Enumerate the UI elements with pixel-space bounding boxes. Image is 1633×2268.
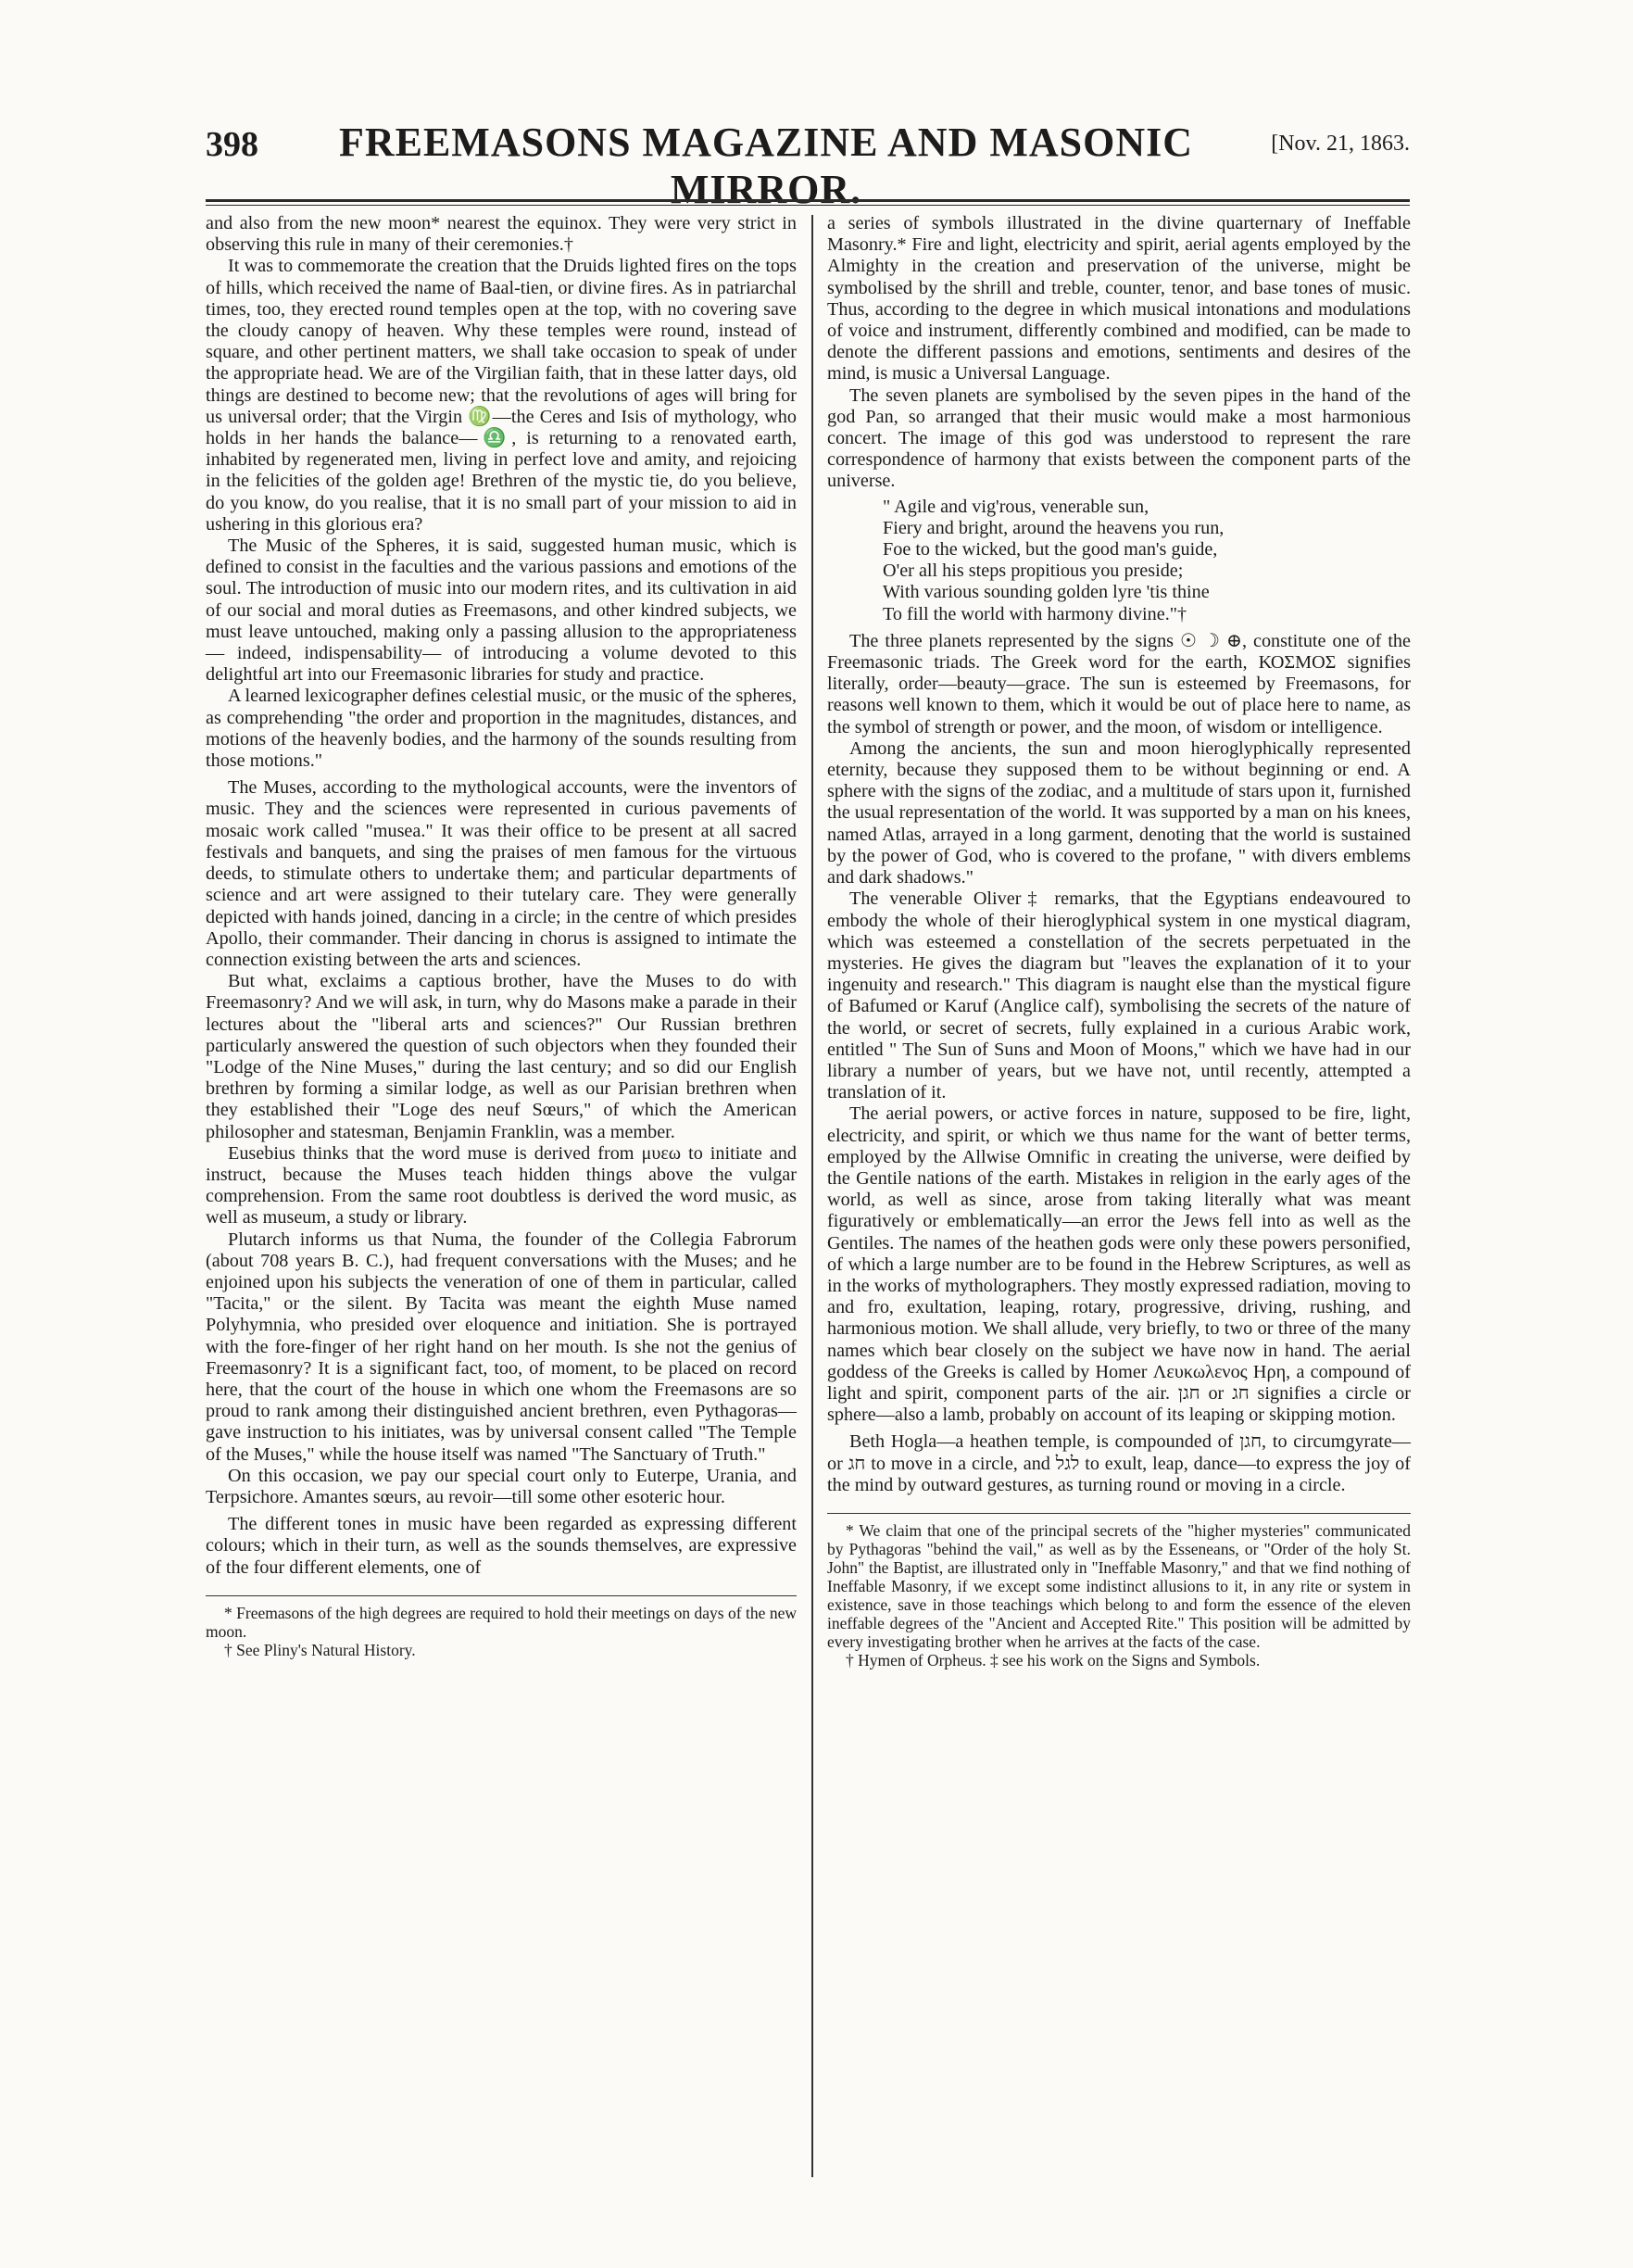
footnote: * We claim that one of the principal secrets of the "higher mysteries" communicated by Pythagoras "behind the vail," as well as by the Esseneans, or "Order of the holy St. John" the Baptist, are illustrated only in "Ineffable Masonry," and that we find nothing of Ineffable Masonry, if we except some indistinct allusions to it, in any rite or system in existence, save in those teachings which belong to and form the essence of the eleven ineffable degrees of the "Ancient and Accepted Rite." This position will be admitted by every investigating brother when he arrives at the facts of the case.	[827, 1520, 1411, 1651]
column-divider	[811, 215, 813, 2177]
paragraph: Plutarch informs us that Numa, the founder of the Collegia Fabrorum (about 708 years B. C.), had frequent conversations with the Muses; and he enjoined upon his subjects the veneration of one of them in particular, called "Tacita," or the silent. By Tacita was meant the eighth Muse named Polyhymnia, who presided over eloquence and initiation. She is portrayed with the fore-finger of her right hand on her mouth. Is she not the genius of Freemasonry? It is a significant fact, too, of moment, to be placed on record here, that the court of the house in which one whom the Freemasons are so proud to rank among their distinguished ancient brethren, even Pythagoras—gave instruction to his initiates, was by universal consent called "The Temple of the Muses," while the house itself was named "The Sanctuary of Truth."	[206, 1228, 797, 1465]
paragraph: A learned lexicographer defines celestial music, or the music of the spheres, as comprehending "the order and proportion in the magnitudes, distances, and motions of the heavenly bodies, and the harmony of the sounds resulting from those motions."	[206, 686, 797, 772]
paragraph: The Music of the Spheres, it is said, suggested human music, which is defined to consist in the faculties and the various passions and emotions of the soul. The introduction of music into our modern rites, and its cultivation in aid of our social and moral duties as Freemasons, and other kindred subjects, we must leave untouched, making only a passing allusion to the appropriateness — indeed, indispensability— of introducing a volume devoted to this delightful art into our Freemasonic libraries for study and practice.	[206, 536, 797, 686]
paragraph: On this occasion, we pay our special court only to Euterpe, Urania, and Terpsichore. Amantes sœurs, au revoir—till some other esoteric hour.	[206, 1465, 797, 1507]
paragraph: The aerial powers, or active forces in nature, supposed to be fire, light, electricity, and spirit, or which we thus name for the want of better terms, employed by the Allwise Omnific in creating the universe, were deified by the Gentile nations of the earth. Mistakes in religion in the early ages of the world, as well as since, arose from taking literally what was meant figuratively or emblematically—an error the Jews fell into as well as the Gentiles. The names of the heathen gods were only these powers personified, of which a large number are to be found in the Hebrew Scriptures, as well as in the works of mytholographers. They mostly expressed radiation, moving to and fro, exultation, leaping, rotary, progressive, driving, rushing, and harmonious motion. We shall allude, very briefly, to two or three of the many names which bear closely on the subject we have now in hand. The aerial goddess of the Greeks is called by Homer Λευκωλενος Ηρη, a compound of light and spirit, component parts of the air. חגן or חג signifies a circle or sphere—also a lamb, probably on account of its leaping or skipping motion.	[827, 1103, 1411, 1426]
verse-line: With various sounding golden lyre 'tis thine	[883, 582, 1210, 603]
paragraph: and also from the new moon* nearest the equinox. They were very strict in observing this rule in many of their ceremonies.†	[206, 213, 797, 256]
paragraph: The Muses, according to the mythological accounts, were the inventors of music. They and the sciences were represented in curious pavements of mosaic work called "musea." It was their office to be present at all sacred festivals and banquets, and sing the praises of men famous for the virtuous deeds, to stimulate others to undertake them; and particular departments of science and art were assigned to their tutelary care. They were generally depicted with hands joined, dancing in a circle; in the centre of which presides Apollo, their commander. Their dancing in chorus is assigned to intimate the connection existing between the arts and sciences.	[206, 777, 797, 970]
paragraph: The seven planets are symbolised by the seven pipes in the hand of the god Pan, so arranged that their music would make a most harmonious concert. The image of this god was understood to represent the rare correspondence of harmony that exists between the component parts of the universe.	[827, 384, 1411, 492]
verse-line: To fill the world with harmony divine."†	[883, 603, 1187, 624]
paragraph: It was to commemorate the creation that the Druids lighted fires on the tops of hills, which received the name of Baal-tien, or divine fires. As in patriarchal times, too, they erected round temples open at the top, with no covering save the cloudy canopy of heaven. Why these temples were round, instead of square, and other pertinent matters, we shall take occasion to speak of under the appropriate head. We are of the Virgilian faith, that in these latter days, old things are destined to become new; that the revolutions of ages will bring for us universal order; that the Virgin ♍—the Ceres and Isis of mythology, who holds in her hands the balance—♎, is returning to a renovated earth, inhabited by regenerated men, living in perfect love and amity, and rejoicing in the felicities of the golden age! Brethren of the mystic tie, do you believe, do you know, do you realise, that it is no small part of your mission to aid in ushering in this glorious era?	[206, 256, 797, 535]
paragraph: Beth Hogla—a heathen temple, is compounded of חגן, to circumgyrate—or חג to move in a circle, and לגל to exult, leap, dance—to express the joy of the mind by outward gestures, as turning round or moving in a circle.	[827, 1431, 1411, 1495]
left-column	[206, 213, 797, 1659]
paragraph: The venerable Oliver‡ remarks, that the Egyptians endeavoured to embody the whole of their hieroglyphical system in one mystical diagram, which was esteemed a constellation of the secrets perpetuated in the mysteries. He gives the diagram but "leaves the explanation of it to your ingenuity and research." This diagram is naught else than the mystical figure of Bafumed or Karuf (Anglice calf), symbolising the secrets of the nature of the world, or secret of secrets, fully explained in a curious Arabic work, entitled " The Sun of Suns and Moon of Moons," which we have had in our library a number of years, but we have not, until recently, attempted a translation of it.	[827, 888, 1411, 1103]
page-number: 398	[206, 125, 258, 164]
paragraph: But what, exclaims a captious brother, have the Muses to do with Freemasonry? And we will ask, in turn, why do Masons make a parade in their lectures about the "liberal arts and sciences?" Our Russian brethren particularly answered the question of such objectors when they founded their "Lodge of the Nine Muses," during the last century; and so did our English brethren by forming a similar lodge, as well as our Parisian brethren when they established their "Loge des neuf Sœurs," of which the American philosopher and statesman, Benjamin Franklin, was a member.	[206, 971, 797, 1142]
footnote: † Hymen of Orpheus. ‡ see his work on the Signs and Symbols.	[846, 1650, 1261, 1670]
footnote: † See Pliny's Natural History.	[224, 1640, 416, 1659]
footnotes	[827, 1521, 1411, 1670]
header-rule-thin	[206, 205, 1410, 206]
verse-line: Foe to the wicked, but the good man's guide,	[883, 539, 1218, 561]
footnote-rule	[827, 1513, 1411, 1514]
right-column	[827, 213, 1411, 1670]
masthead-title: FREEMASONS MAGAZINE AND MASONIC MIRROR.	[338, 120, 1194, 212]
verse-line: Fiery and bright, around the heavens you run,	[883, 517, 1225, 538]
header-rule-thick	[206, 199, 1410, 202]
footnote: * Freemasons of the high degrees are required to hold their meetings on days of the new moon.	[206, 1603, 797, 1641]
paragraph: Among the ancients, the sun and moon hieroglyphically represented eternity, because they supposed them to be without beginning or end. A sphere with the signs of the zodiac, and a multitude of stars upon it, furnished the usual representation of the world. It was supported by a man on his knees, named Atlas, arrayed in a long garment, denoting that the world is sustained by the power of God, who is covered to the profane, " with divers emblems and dark shadows."	[827, 737, 1411, 888]
verse-line: O'er all his steps propitious you preside;	[883, 561, 1184, 582]
page-header	[206, 119, 1410, 212]
paragraph: The different tones in music have been regarded as expressing different colours; which in their turn, as well as the sounds themselves, are expressive of the four different elements, one of	[206, 1514, 797, 1578]
paragraph: The three planets represented by the signs ☉ ☽ ⊕, constitute one of the Freemasonic triads. The Greek word for the earth, ΚΟΣΜΟΣ signifies literally, order—beauty—grace. The sun is esteemed by Freemasons, for reasons well known to them, which it would be out of place here to name, as the symbol of strength or power, and the moon, of wisdom or intelligence.	[827, 630, 1411, 737]
verse-line: " Agile and vig'rous, venerable sun,	[883, 496, 1149, 517]
verse-quotation	[883, 497, 1411, 625]
footnote-rule	[206, 1595, 797, 1596]
footnotes	[206, 1604, 797, 1659]
paragraph: a series of symbols illustrated in the divine quarternary of Ineffable Masonry.* Fire and light, electricity and spirit, aerial agents employed by the Almighty in the creation and preservation of the universe, might be symbolised by the shrill and treble, counter, tenor, and base tones of music. Thus, according to the degree in which musical intonations and modulations of voice and instrument, differently combined and modified, can be made to denote the different passions and emotions, sentiments and desires of the mind, is music a Universal Language.	[827, 213, 1411, 384]
paragraph: Eusebius thinks that the word muse is derived from μυεω to initiate and instruct, because the Muses teach hidden things above the vulgar comprehension. From the same root doubtless is derived the word music, as well as museum, a study or library.	[206, 1142, 797, 1228]
issue-date: [Nov. 21, 1863.	[1271, 132, 1410, 156]
